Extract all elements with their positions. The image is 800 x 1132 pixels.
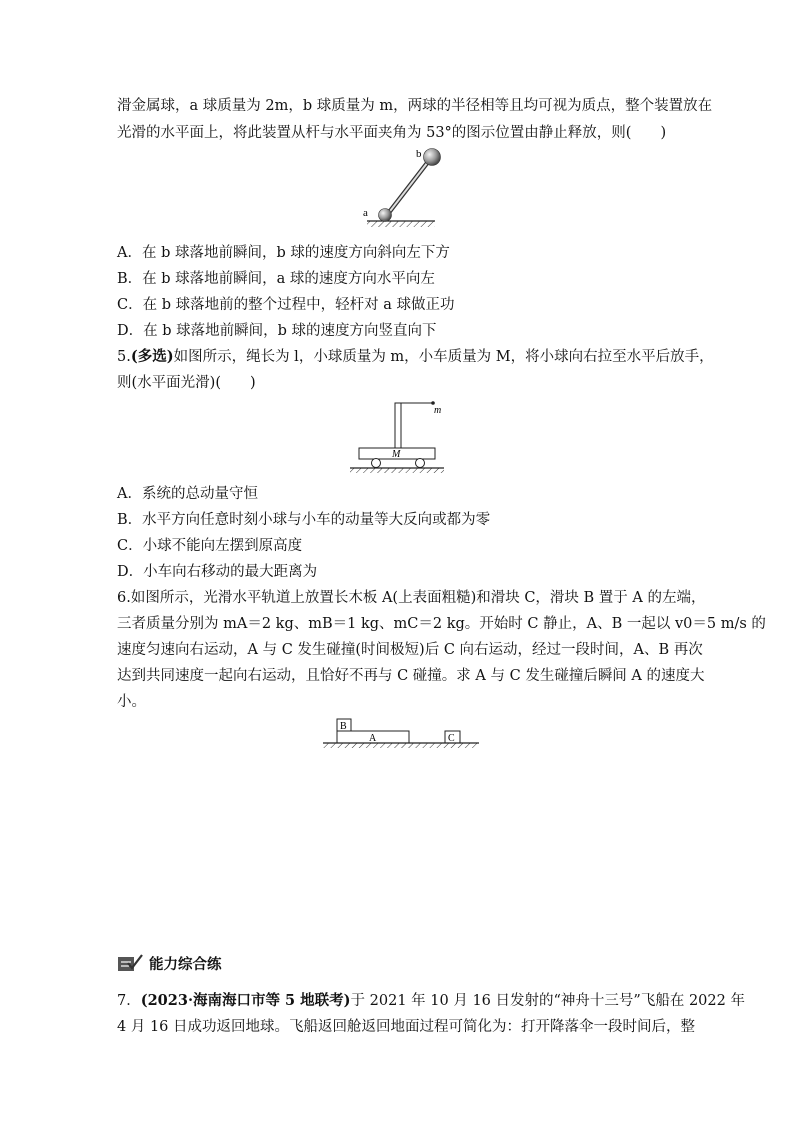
label-C: C <box>448 733 455 744</box>
p6-line-3: 速度匀速向右运动，A 与 C 发生碰撞(时间极短)后 C 向右运动，经过一段时间，A、B 再次 <box>117 642 703 658</box>
ball-a <box>379 209 392 222</box>
label-b: b <box>416 148 422 160</box>
label-M: M <box>392 449 401 460</box>
p6-line-2: 三者质量分别为 mA＝2 kg、mB＝1 kg、mC＝2 kg。开始时 C 静止，A、B 一起以 v0＝5 m/s 的 <box>117 616 766 632</box>
p6-line-5: 小。 <box>117 694 146 710</box>
p5-line-1-text: 如图所示，绳长为 l，小球质量为 m，小车质量为 M，将小球向右拉至水平后放手， <box>173 349 714 365</box>
label-B: B <box>340 721 347 732</box>
cart-pendulum-figure <box>348 396 452 476</box>
wheel-right <box>416 459 425 468</box>
checklist-icon <box>117 954 143 972</box>
p4-option-a: A．在 b 球落地前瞬间，b 球的速度方向斜向左下方 <box>117 245 450 261</box>
p5-prefix: 5. <box>117 349 131 365</box>
section-title: 能力综合练 <box>149 956 222 973</box>
ball-b <box>424 149 441 166</box>
p4-option-b: B．在 b 球落地前瞬间，a 球的速度方向水平向左 <box>117 271 435 287</box>
p5-option-d: D．小车向右移动的最大距离为 <box>117 564 318 580</box>
p7-source: (2023·海南海口市等 5 地联考) <box>140 992 351 1009</box>
p6-line-1: 6.如图所示，光滑水平轨道上放置长木板 A(上表面粗糙)和滑块 C，滑块 B 置于 A 的左端， <box>117 590 706 606</box>
p5-option-a: A．系统的总动量守恒 <box>117 486 258 502</box>
rod-balls-figure <box>355 144 445 228</box>
p5-multi-tag: (多选) <box>130 348 174 365</box>
p5-line-2: 则(水平面光滑)( ) <box>117 375 256 391</box>
track-hatch <box>323 743 479 748</box>
p7-line-1 <box>117 991 745 1011</box>
p4-option-d: D．在 b 球落地前瞬间，b 球的速度方向竖直向下 <box>117 323 437 339</box>
p7-line-2: 4 月 16 日成功返回地球。飞船返回舱返回地面过程可简化为：打开降落伞一段时间后，整 <box>117 1019 695 1035</box>
label-A: A <box>369 733 377 744</box>
p4-line-1: 滑金属球，a 球质量为 2m，b 球质量为 m，两球的半径相等且均可视为质点，整个装置放在 <box>117 98 713 114</box>
p5-option-b: B．水平方向任意时刻小球与小车的动量等大反向或都为零 <box>117 512 491 528</box>
p5-option-c: C．小球不能向左摆到原高度 <box>117 538 303 554</box>
label-a: a <box>363 207 368 219</box>
section-heading <box>117 952 222 974</box>
p5-line-1 <box>117 347 714 367</box>
p4-option-c: C．在 b 球落地前的整个过程中，轻杆对 a 球做正功 <box>117 297 455 313</box>
p7-line-1-text: 于 2021 年 10 月 16 日发射的“神舟十三号”飞船在 2022 年 <box>350 993 745 1009</box>
ground-hatch <box>350 468 444 473</box>
wheel-left <box>372 459 381 468</box>
p6-line-4: 达到共同速度一起向右运动，且恰好不再与 C 碰撞。求 A 与 C 发生碰撞后瞬间 A 的速度大 <box>117 668 705 684</box>
p4-line-2: 光滑的水平面上，将此装置从杆与水平面夹角为 53°的图示位置由静止释放，则( ) <box>117 125 667 141</box>
p7-prefix: 7． <box>117 993 141 1009</box>
label-m: m <box>434 405 442 416</box>
blocks-figure <box>320 716 482 752</box>
ground-hatch <box>367 221 435 227</box>
pendulum-post <box>395 403 401 448</box>
